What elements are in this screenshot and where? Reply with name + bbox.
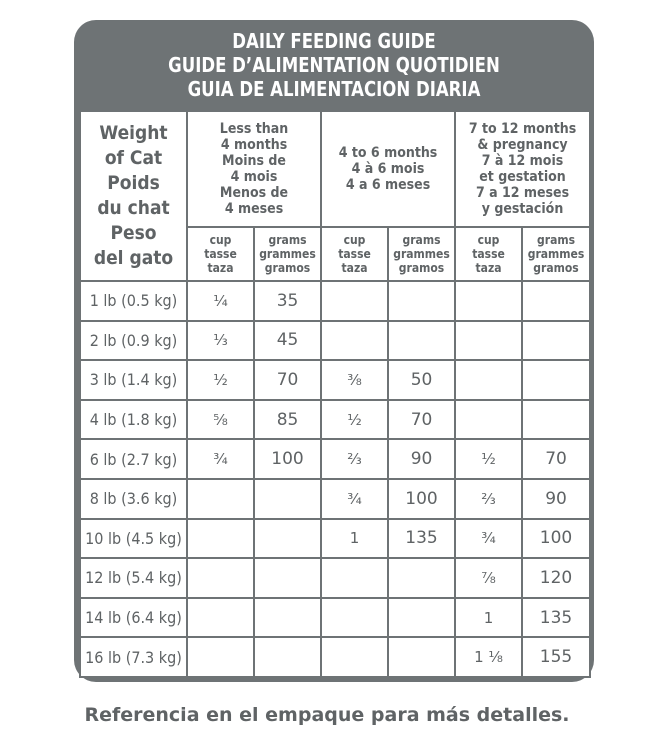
- cup-cell: ²⁄₃: [321, 439, 388, 479]
- cup-cell: [187, 519, 254, 559]
- cup-cell: [455, 281, 522, 321]
- cup-cell: ¹⁄₂: [321, 400, 388, 440]
- cup-cell: [455, 321, 522, 361]
- unit-cup-header: cup tasse taza: [321, 227, 388, 281]
- cup-cell: [187, 479, 254, 519]
- weight-cell: 16 lb (7.3 kg): [80, 637, 187, 677]
- unit-cup-header: cup tasse taza: [455, 227, 522, 281]
- cup-cell: 1: [455, 598, 522, 638]
- unit-grams-header: grams grammes gramos: [254, 227, 321, 281]
- title-french: GUIDE D’ALIMENTATION QUOTIDIEN: [168, 53, 500, 77]
- weight-cell: 1 lb (0.5 kg): [80, 281, 187, 321]
- feeding-guide: [74, 20, 594, 682]
- unit-grams-header: grams grammes gramos: [522, 227, 590, 281]
- grams-cell: [254, 637, 321, 677]
- period-header-under-4-months: Less than 4 months Moins de 4 mois Menos de 4 meses: [187, 111, 321, 227]
- guide-title: [74, 29, 594, 101]
- table-row: [80, 439, 590, 479]
- unit-cup-header: cup tasse taza: [187, 227, 254, 281]
- grams-cell: 100: [388, 479, 455, 519]
- grams-cell: 35: [254, 281, 321, 321]
- cup-cell: ³⁄₈: [321, 360, 388, 400]
- cup-cell: ²⁄₃: [455, 479, 522, 519]
- cup-cell: [321, 637, 388, 677]
- grams-cell: 100: [254, 439, 321, 479]
- weight-cell: 3 lb (1.4 kg): [80, 360, 187, 400]
- cup-cell: ³⁄₄: [321, 479, 388, 519]
- cup-cell: [187, 637, 254, 677]
- grams-cell: [388, 558, 455, 598]
- weight-cell: 12 lb (5.4 kg): [80, 558, 187, 598]
- grams-cell: [522, 281, 590, 321]
- table-row: [80, 360, 590, 400]
- table-row: [80, 558, 590, 598]
- weight-header: Weight of Cat Poids du chat Peso del gato: [80, 111, 187, 281]
- grams-cell: [254, 519, 321, 559]
- cup-cell: ¹⁄₂: [455, 439, 522, 479]
- weight-cell: 10 lb (4.5 kg): [80, 519, 187, 559]
- grams-cell: [254, 598, 321, 638]
- grams-cell: [522, 360, 590, 400]
- grams-cell: 50: [388, 360, 455, 400]
- cup-cell: [321, 281, 388, 321]
- table-row: [80, 321, 590, 361]
- title-spanish: GUIA DE ALIMENTACION DIARIA: [187, 77, 481, 101]
- cup-cell: ¹⁄₄: [187, 281, 254, 321]
- grams-cell: 70: [388, 400, 455, 440]
- table-row: [80, 281, 590, 321]
- grams-cell: 70: [254, 360, 321, 400]
- cup-cell: [455, 400, 522, 440]
- weight-cell: 6 lb (2.7 kg): [80, 439, 187, 479]
- footer-note: Referencia en el empaque para más detalles.: [84, 704, 570, 726]
- cup-cell: 1 ¹⁄₈: [455, 637, 522, 677]
- table-row: [80, 637, 590, 677]
- grams-cell: [254, 558, 321, 598]
- grams-cell: 155: [522, 637, 590, 677]
- grams-cell: 120: [522, 558, 590, 598]
- cup-cell: [455, 360, 522, 400]
- grams-cell: 70: [522, 439, 590, 479]
- cup-cell: ¹⁄₂: [187, 360, 254, 400]
- grams-cell: 45: [254, 321, 321, 361]
- grams-cell: [388, 598, 455, 638]
- grams-cell: 85: [254, 400, 321, 440]
- grams-cell: 135: [388, 519, 455, 559]
- table-row: [80, 598, 590, 638]
- weight-cell: 4 lb (1.8 kg): [80, 400, 187, 440]
- cup-cell: [321, 558, 388, 598]
- grams-cell: [388, 637, 455, 677]
- weight-cell: 2 lb (0.9 kg): [80, 321, 187, 361]
- grams-cell: 90: [388, 439, 455, 479]
- grams-cell: [388, 321, 455, 361]
- cup-cell: [187, 598, 254, 638]
- period-header-7-to-12-months: 7 to 12 months & pregnancy 7 à 12 mois et gestation 7 a 12 meses y gestación: [455, 111, 590, 227]
- grams-cell: [522, 321, 590, 361]
- feeding-table: [79, 110, 591, 678]
- grams-cell: 90: [522, 479, 590, 519]
- grams-cell: [388, 281, 455, 321]
- grams-cell: 135: [522, 598, 590, 638]
- table-row: [80, 519, 590, 559]
- cup-cell: ³⁄₄: [455, 519, 522, 559]
- period-header-4-to-6-months: 4 to 6 months 4 à 6 mois 4 a 6 meses: [321, 111, 455, 227]
- table-row: [80, 400, 590, 440]
- title-english: DAILY FEEDING GUIDE: [232, 29, 436, 53]
- weight-cell: 8 lb (3.6 kg): [80, 479, 187, 519]
- grams-cell: 100: [522, 519, 590, 559]
- grams-cell: [522, 400, 590, 440]
- period-header-row: [80, 111, 590, 227]
- cup-cell: ⁷⁄₈: [455, 558, 522, 598]
- cup-cell: 1: [321, 519, 388, 559]
- cup-cell: [321, 321, 388, 361]
- unit-grams-header: grams grammes gramos: [388, 227, 455, 281]
- table-row: [80, 479, 590, 519]
- cup-cell: ¹⁄₃: [187, 321, 254, 361]
- cup-cell: ³⁄₄: [187, 439, 254, 479]
- cup-cell: ⁵⁄₈: [187, 400, 254, 440]
- grams-cell: [254, 479, 321, 519]
- cup-cell: [321, 598, 388, 638]
- weight-cell: 14 lb (6.4 kg): [80, 598, 187, 638]
- cup-cell: [187, 558, 254, 598]
